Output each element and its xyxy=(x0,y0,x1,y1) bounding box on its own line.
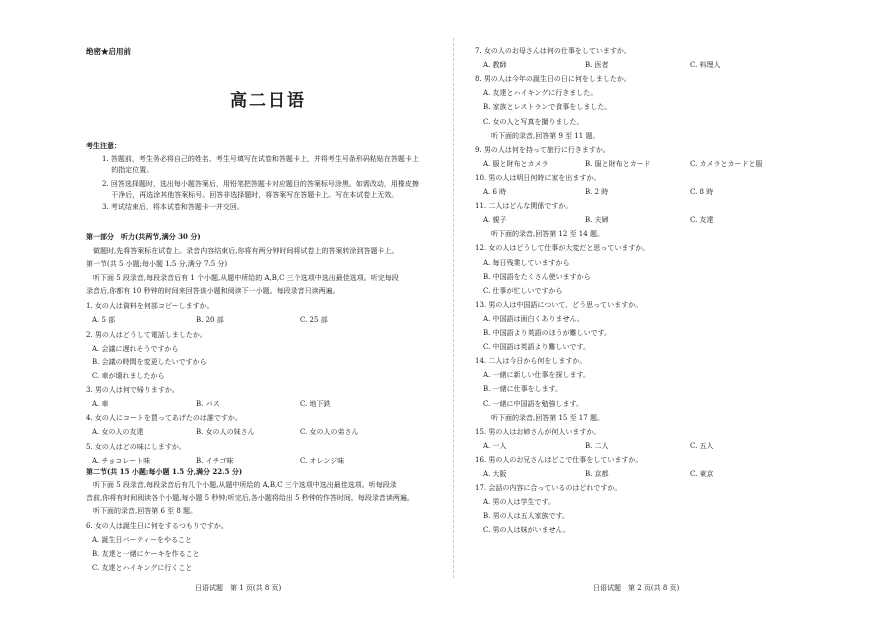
answer-option: B. 中国語より英語のほうが難しいです。 xyxy=(483,329,612,337)
answer-option: B. 女の人の妹さん xyxy=(196,428,255,437)
question-text: 11. 二人はどんな関係ですか。 xyxy=(475,202,573,211)
answer-option: B. 2 時 xyxy=(585,188,609,196)
answer-option: C. 友達とハイキングに行くこと xyxy=(92,564,193,573)
question-text: 15. 男の人はお姉さんが何人いますか。 xyxy=(475,427,601,436)
answer-option: C. 仕事が忙しいですから xyxy=(483,286,563,295)
answer-option: A. 友達とハイキングに行きました。 xyxy=(483,89,598,98)
question-text: 2. 男の人はどうして電話しましたか。 xyxy=(86,330,207,339)
question-text: 16. 男の人のお兄さんはどこで仕事をしていますか。 xyxy=(475,455,643,464)
confidential-label: 绝密★启用前 xyxy=(86,47,131,56)
answer-option: C. 東京 xyxy=(690,470,714,478)
answer-option: A. 教師 xyxy=(483,61,507,70)
question-text: 8. 男の人は今年の誕生日の日に何をしましたか。 xyxy=(475,75,631,84)
notice-line: 1. 答题前，考生务必将自己的姓名、考生号填写在试卷和答题卡上，并将考生号条形码粘贴在答题卡上 xyxy=(102,155,419,163)
answer-option: C. 男の人は妹がいません。 xyxy=(483,526,570,535)
question-text: 1. 女の人は資料を何部コピーしますか。 xyxy=(86,302,214,310)
answer-option: B. 一緒に仕事をします。 xyxy=(483,385,563,394)
instruction-line: 音前,你将有时间阅读各个小题,每小题 5 秒钟;听完后,各小题将给出 5 秒钟的作答时间。每段录音读两遍。 xyxy=(86,494,414,502)
answer-option: C. 友達 xyxy=(690,216,714,225)
instruction-line: 听下面的录音,回答第 6 至 8 题。 xyxy=(86,507,198,515)
page-footer: 日语试题 第 2 页(共 8 页) xyxy=(593,584,680,592)
answer-option: A. 一人 xyxy=(483,441,507,450)
answer-option: B. 友達と一緒にケーキを作ること xyxy=(92,550,200,559)
answer-option: A. 毎日残業していますから xyxy=(483,258,570,267)
instruction-line: 录音后,你都有 10 秒钟的时间来回答该小题和阅读下一小题。每段录音只读两遍。 xyxy=(86,287,340,295)
notice-line: 3. 考试结束后，将本试卷和答题卡一并交回。 xyxy=(102,203,244,211)
answer-option: C. 料理人 xyxy=(690,61,721,70)
answer-option: C. 女の人の弟さん xyxy=(300,428,359,437)
listening-note: 听下面的录音,回答第 12 至 14 题。 xyxy=(491,230,604,239)
question-text: 14. 二人は今日から何をしますか。 xyxy=(475,357,587,366)
answer-option: B. 夫婦 xyxy=(585,216,609,225)
question-text: 9. 男の人は何を持って旅行に行きますか。 xyxy=(475,145,610,154)
answer-option: B. 20 部 xyxy=(196,316,224,324)
section-heading: 第一部分 听力(共两节,满分 30 分) xyxy=(86,232,201,241)
question-text: 10. 男の人は明日何時に家を出ますか。 xyxy=(475,173,601,182)
page-title: 高二日语 xyxy=(230,91,306,111)
question-text: 7. 女の人のお母さんは何の仕事をしていますか。 xyxy=(475,47,631,55)
question-text: 5. 女の人はどの味にしますか。 xyxy=(86,442,186,451)
answer-option: B. 二人 xyxy=(585,441,609,450)
section-heading: 第二节(共 15 小题;每小题 1.5 分,满分 22.5 分) xyxy=(86,467,243,476)
answer-option: B. 会議の時間を変更したいですから xyxy=(92,358,207,367)
answer-option: B. 医者 xyxy=(585,61,609,70)
notice-heading: 考生注意： xyxy=(86,141,121,150)
answer-option: B. イチゴ味 xyxy=(196,456,234,465)
answer-option: C. 8 時 xyxy=(690,188,714,196)
answer-option: B. 服と財布とカード xyxy=(585,159,651,168)
answer-option: A. 親子 xyxy=(483,216,507,225)
listening-note: 听下面的录音,回答第 15 至 17 题。 xyxy=(491,413,604,422)
answer-option: A. 車 xyxy=(92,399,109,408)
instruction-line: 做题时,先将答案标在试卷上。录音内容结束后,你将有两分钟时间将试卷上的答案转涂到答题卡上。 xyxy=(86,247,399,255)
instruction-line: 听下面 5 段录音,每段录音后有 1 个小题,从题中所给的 A,B,C 三个选项中选出最佳选项。听完每段 xyxy=(86,274,399,282)
page-footer: 日语试题 第 1 页(共 8 页) xyxy=(195,584,282,592)
answer-option: A. 男の人は学生です。 xyxy=(483,498,555,507)
notice-line: 的指定位置。 xyxy=(102,166,154,174)
answer-option: C. 五人 xyxy=(690,441,714,450)
answer-option: A. 女の人の友達 xyxy=(92,428,144,437)
instruction-line: 第一节(共 5 小题;每小题 1.5 分,满分 7.5 分) xyxy=(86,260,228,268)
answer-option: B. 京都 xyxy=(585,470,609,478)
answer-option: B. 家族とレストランで食事をしました。 xyxy=(483,103,612,112)
answer-option: C. カメラとカードと服 xyxy=(690,159,763,168)
exam-page-2 xyxy=(445,0,870,630)
answer-option: A. 5 部 xyxy=(92,316,116,324)
question-text: 17. 会話の内容に合っているのはどれですか。 xyxy=(475,484,622,493)
listening-note: 听下面的录音,回答第 9 至 11 题。 xyxy=(491,131,600,140)
notice-line: 干净后，再选涂其他答案标号。回答非选择题时，将答案写在答题卡上。写在本试卷上无效。 xyxy=(102,191,399,199)
answer-option: A. 服と財布とカメラ xyxy=(483,159,549,168)
answer-option: A. チョコレート味 xyxy=(92,456,151,465)
answer-option: C. 一緒に中国語を勉強します。 xyxy=(483,399,583,408)
question-text: 4. 女の人にコートを買ってあげたのは誰ですか。 xyxy=(86,414,242,423)
answer-option: C. 中国語は英語より難しいです。 xyxy=(483,343,590,352)
answer-option: C. 車が壊れましたから xyxy=(92,372,165,381)
answer-option: A. 中国語は面白くありません。 xyxy=(483,314,584,323)
answer-option: C. 地下鉄 xyxy=(300,399,331,408)
answer-option: B. バス xyxy=(196,399,220,408)
question-text: 13. 男の人は中国語について、どう思っていますか。 xyxy=(475,300,643,309)
answer-option: A. 誕生日パーティーをやること xyxy=(92,536,192,544)
answer-option: A. 会議に遅れそうですから xyxy=(92,344,179,353)
notice-line: 2. 回答选择题时，选出每小题答案后，用铅笔把答题卡对应题目的答案标号涂黑。如需改动，用橡皮擦 xyxy=(102,180,419,188)
answer-option: C. オレンジ味 xyxy=(300,456,345,465)
question-text: 6. 女の人は誕生日に何をするつもりですか。 xyxy=(86,522,228,530)
answer-option: B. 男の人は五人家族です。 xyxy=(483,512,570,521)
instruction-line: 听下面 5 段录音,每段录音后有几个小题,从题中所给的 A,B,C 三个选项中选出最佳选项。听每段录 xyxy=(86,481,397,489)
answer-option: B. 中国語をたくさん使いますから xyxy=(483,272,591,281)
answer-option: A. 大阪 xyxy=(483,470,507,478)
answer-option: C. 女の人と写真を撮りました。 xyxy=(483,117,584,126)
question-text: 3. 男の人は何で帰りますか。 xyxy=(86,385,179,394)
answer-option: A. 一緒に新しい仕事を探します。 xyxy=(483,371,590,380)
answer-option: A. 6 時 xyxy=(483,188,507,196)
answer-option: C. 25 部 xyxy=(300,316,328,324)
question-text: 12. 女の人はどうして仕事が大変だと思っていますか。 xyxy=(475,244,650,253)
